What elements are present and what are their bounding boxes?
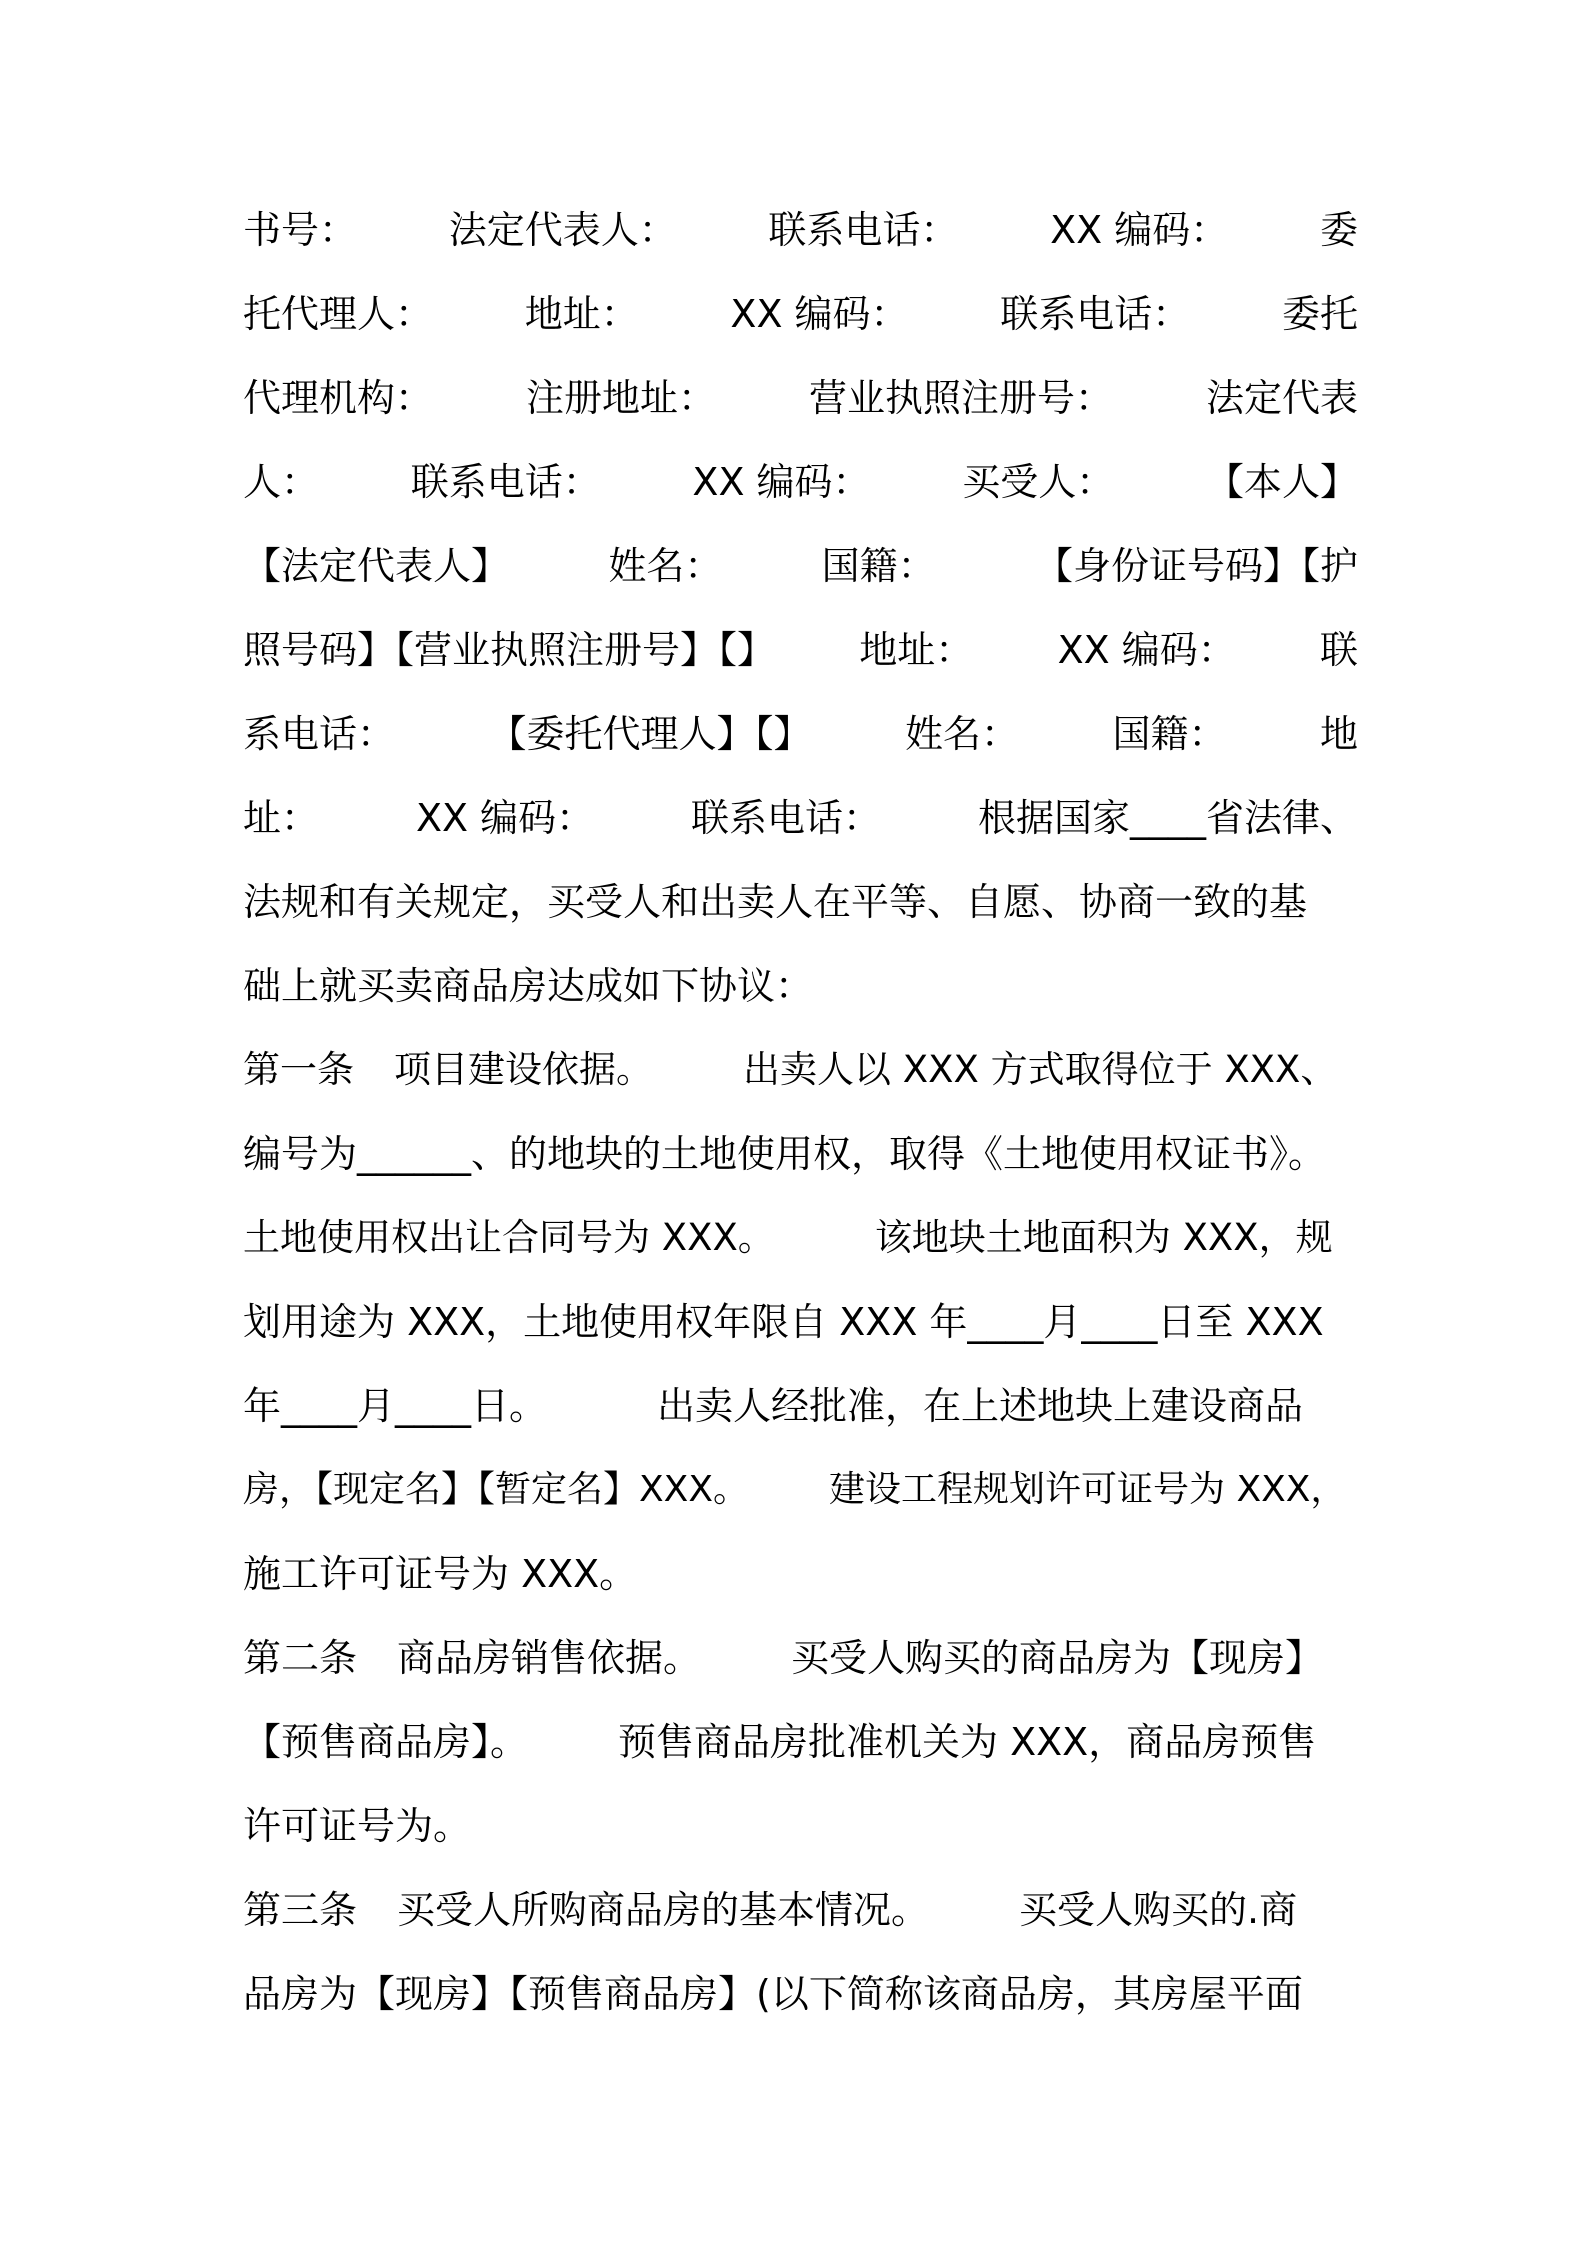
text-segment: 系电话： (243, 712, 396, 756)
text-segment: 地址： (524, 292, 639, 336)
text-segment: 姓名： (608, 544, 723, 588)
text-segment: 联系电话： (1000, 292, 1191, 336)
article-title: 项目建设依据。 (394, 1048, 653, 1091)
text-segment: 委托 (1281, 292, 1358, 336)
text-segment: 国籍： (1112, 712, 1227, 756)
text-segment: 土地使用权出让合同号为 XXX。 (243, 1216, 775, 1259)
text-line (243, 776, 1358, 860)
text-segment: 【法定代表人】 (243, 544, 510, 588)
text-line (243, 1952, 1358, 2036)
text-line (243, 1784, 1358, 1868)
text-segment: 础上就买卖商品房达成如下协议： (243, 964, 814, 1008)
text-segment: 出卖人以 XXX 方式取得位于 XXX、 (743, 1048, 1338, 1091)
article-title: 商品房销售依据。 (397, 1636, 702, 1680)
text-segment: 施工许可证号为 XXX。 (243, 1552, 638, 1596)
text-segment: 代理机构： (243, 376, 434, 420)
text-segment: XX 编码： (730, 292, 909, 336)
text-line (243, 524, 1358, 608)
article-number: 第三条 (243, 1888, 358, 1932)
text-segment: 买受人购买的商品房为【现房】 (791, 1636, 1324, 1680)
text-segment: 房，【现定名】【暂定名】XXX。 (243, 1469, 749, 1510)
text-segment: 品房为【现房】【预售商品房】(以下简称该商品房，其房屋平面 (243, 1972, 1303, 2016)
text-segment: 【本人】 (1205, 460, 1358, 504)
text-segment: 许可证号为。 (243, 1804, 472, 1848)
text-line (243, 1280, 1358, 1364)
text-segment: XX 编码： (692, 460, 871, 504)
text-line (243, 1364, 1358, 1448)
text-line (243, 1448, 1358, 1532)
text-segment: 书号： (243, 208, 358, 252)
text-segment: 出卖人经批准，在上述地块上建设商品 (657, 1384, 1304, 1428)
text-line (243, 1532, 1358, 1616)
article-3-heading-line (243, 1868, 1358, 1952)
text-line (243, 860, 1358, 944)
text-segment: 人： (243, 460, 320, 504)
text-segment: 地 (1319, 712, 1358, 756)
text-line (243, 188, 1358, 272)
text-segment: 预售商品房批准机关为 XXX，商品房预售 (618, 1720, 1317, 1764)
text-line (243, 1112, 1358, 1196)
text-segment: 年____月____日。 (243, 1384, 548, 1428)
text-segment: 【预售商品房】。 (243, 1720, 529, 1764)
text-segment: 【身份证号码】【护 (1034, 544, 1358, 588)
article-1-heading-line (243, 1028, 1358, 1112)
article-title: 买受人所购商品房的基本情况。 (397, 1888, 930, 1932)
text-segment: 联系电话： (410, 460, 601, 504)
text-line (243, 356, 1358, 440)
text-line (243, 272, 1358, 356)
article-number: 第二条 (243, 1636, 358, 1680)
text-line (243, 440, 1358, 524)
text-line (243, 1700, 1358, 1784)
text-segment: 划用途为 XXX，土地使用权年限自 XXX 年____月____日至 XXX (243, 1300, 1324, 1344)
text-line (243, 1196, 1358, 1280)
text-segment: 编号为______、的地块的土地使用权，取得《土地使用权证书》。 (243, 1132, 1327, 1176)
text-segment: 【委托代理人】【】 (488, 712, 812, 756)
text-line (243, 692, 1358, 776)
article-2-heading-line (243, 1616, 1358, 1700)
text-segment: XX 编码： (1057, 628, 1236, 672)
text-segment: 姓名： (904, 712, 1019, 756)
text-segment: 照号码】【营业执照注册号】【】 (243, 628, 776, 672)
text-segment: 址： (243, 796, 320, 840)
text-segment: 法定代表人： (448, 208, 677, 252)
text-segment: 该地块土地面积为 XXX，规 (874, 1216, 1333, 1259)
text-segment: 联系电话： (691, 796, 882, 840)
text-segment: 注册地址： (525, 376, 716, 420)
text-segment: 法规和有关规定，买受人和出卖人在平等、自愿、协商一致的基 (243, 880, 1308, 924)
text-segment: 买受人： (962, 460, 1115, 504)
text-segment: 托代理人： (243, 292, 434, 336)
text-segment: XX 编码： (1050, 208, 1229, 252)
article-number: 第一条 (243, 1048, 354, 1091)
text-segment: XX 编码： (415, 796, 595, 840)
text-segment: 买受人购买的.商 (1019, 1888, 1298, 1932)
text-line (243, 944, 1358, 1028)
text-segment: 建设工程规划许可证号为 XXX， (829, 1469, 1347, 1510)
text-line (243, 608, 1358, 692)
contract-body (243, 188, 1358, 2036)
text-segment: 国籍： (821, 544, 936, 588)
text-segment: 法定代表 (1205, 376, 1358, 420)
text-segment: 联系电话： (768, 208, 959, 252)
text-segment: 地址： (859, 628, 974, 672)
text-segment: 委 (1319, 208, 1358, 252)
text-segment: 联 (1319, 628, 1358, 672)
text-segment: 根据国家____省法律、 (977, 796, 1358, 840)
text-segment: 营业执照注册号： (808, 376, 1113, 420)
